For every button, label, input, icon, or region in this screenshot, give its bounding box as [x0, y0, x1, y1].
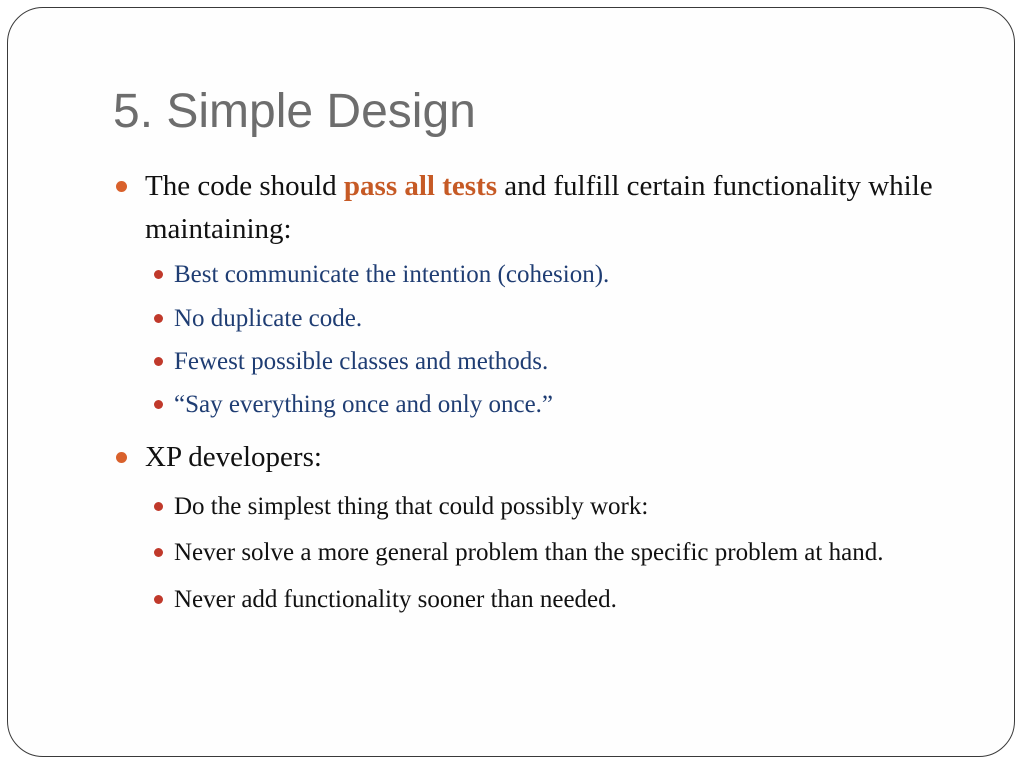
subbullet-simplest-thing: [114, 487, 964, 527]
subbullet-text: Do the simplest thing that could possibly work:: [174, 493, 649, 520]
subbullet-text: Never solve a more general problem than the specific problem at hand.: [174, 539, 884, 566]
subbullet-add-functionality: [114, 580, 964, 620]
bullet-text-post: and fulfill certain functionality while maintaining:: [145, 170, 933, 245]
subbullet-dot-icon: [154, 502, 163, 511]
subbullet-dot-icon: [154, 400, 163, 409]
subbullet-text: “Say everything once and only once.”: [174, 391, 554, 418]
bullet-xp-developers: [114, 436, 964, 479]
bullet-text: XP developers:: [145, 441, 322, 473]
bullet-highlight: pass all tests: [343, 170, 497, 202]
bullet-pass-tests: [114, 165, 964, 251]
slide-content: [114, 165, 964, 620]
subbullet-text: No duplicate code.: [174, 305, 363, 332]
subbullet-fewest-classes: [114, 342, 964, 382]
subbullet-general-problem: [114, 533, 964, 573]
subbullet-dot-icon: [154, 270, 163, 279]
subbullet-no-duplicate: [114, 299, 964, 339]
slide-title: 5. Simple Design: [113, 85, 476, 138]
subbullet-dot-icon: [154, 595, 163, 604]
bullet-dot-icon: [116, 181, 127, 192]
subbullet-dot-icon: [154, 357, 163, 366]
bullet-text-pre: The code should: [145, 170, 344, 202]
subbullet-cohesion: [114, 255, 964, 295]
bullet-dot-icon: [116, 452, 127, 463]
subbullet-dot-icon: [154, 314, 163, 323]
subbullet-dot-icon: [154, 548, 163, 557]
subbullet-say-once: [114, 385, 964, 425]
subbullet-text: Never add functionality sooner than needed.: [174, 586, 617, 613]
subbullet-text: Best communicate the intention (cohesion).: [174, 261, 610, 288]
subbullet-text: Fewest possible classes and methods.: [174, 348, 549, 375]
